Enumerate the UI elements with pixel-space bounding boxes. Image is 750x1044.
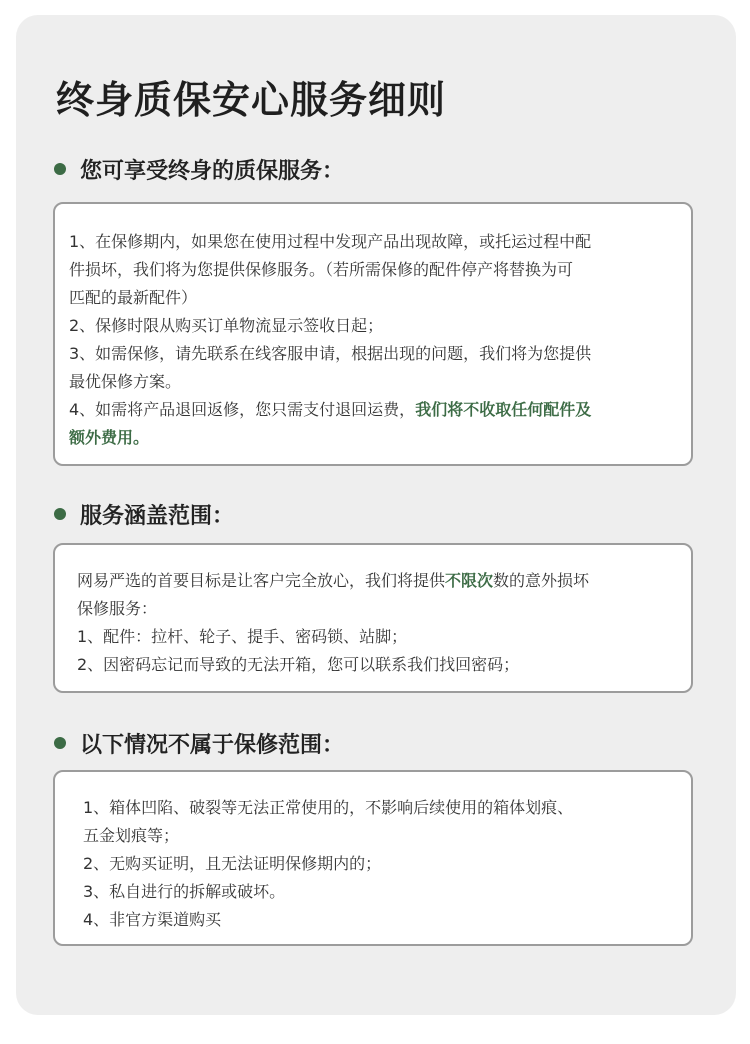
rule-line: 件损坏，我们将为您提供保修服务。（若所需保修的配件停产将替换为可: [69, 260, 574, 279]
bullet-dot-icon: [54, 508, 66, 520]
rule-box-coverage: [53, 543, 693, 693]
highlight-text: 额外费用。: [69, 428, 150, 447]
rule-line: 2、保修时限从购买订单物流显示签收日起；: [69, 316, 384, 335]
rule-line: 1、配件：拉杆、轮子、提手、密码锁、站脚；: [77, 627, 408, 646]
bullet-dot-icon: [54, 737, 66, 749]
rule-line: 3、私自进行的拆解或破坏。: [83, 882, 286, 901]
rule-line: 1、在保修期内，如果您在使用过程中发现产品出现故障，或托运过程中配: [69, 232, 592, 251]
rule-box-lifetime-warranty: [53, 202, 693, 466]
rule-line: 3、如需保修，请先联系在线客服申请，根据出现的问题，我们将为您提供: [69, 344, 592, 363]
bullet-dot-icon: [54, 163, 66, 175]
rule-line: 1、箱体凹陷、破裂等无法正常使用的，不影响后续使用的箱体划痕、: [83, 798, 574, 817]
page-title: 终身质保安心服务细则: [56, 78, 447, 122]
rule-line: 最优保修方案。: [69, 372, 182, 391]
rule-line: 保修服务：: [77, 599, 158, 618]
section-heading-exclusions: [54, 726, 344, 760]
rule-box-exclusions: [53, 770, 693, 946]
section-heading-text: 您可享受终身的质保服务：: [80, 158, 345, 184]
rule-line: 网易严选的首要目标是让客户完全放心，我们将提供不限次数的意外损坏: [77, 571, 590, 590]
section-heading-text: 以下情况不属于保修范围：: [80, 732, 345, 758]
section-heading-lifetime-warranty: [54, 152, 344, 186]
rule-line: 4、非官方渠道购买: [83, 910, 222, 929]
rule-line: 匹配的最新配件）: [69, 288, 198, 307]
highlight-text: 我们将不收取任何配件及: [415, 400, 592, 419]
rule-line: 2、因密码忘记而导致的无法开箱，您可以联系我们找回密码；: [77, 655, 520, 674]
highlight-text: 不限次: [445, 571, 494, 590]
rule-line: 五金划痕等；: [83, 826, 180, 845]
rule-line: [69, 424, 691, 452]
rule-line: 4、如需将产品退回返修，您只需支付退回运费，我们将不收取任何配件及: [69, 400, 592, 419]
rule-line: 2、无购买证明，且无法证明保修期内的；: [83, 854, 382, 873]
section-heading-coverage: [54, 497, 234, 531]
section-heading-text: 服务涵盖范围：: [80, 503, 235, 529]
